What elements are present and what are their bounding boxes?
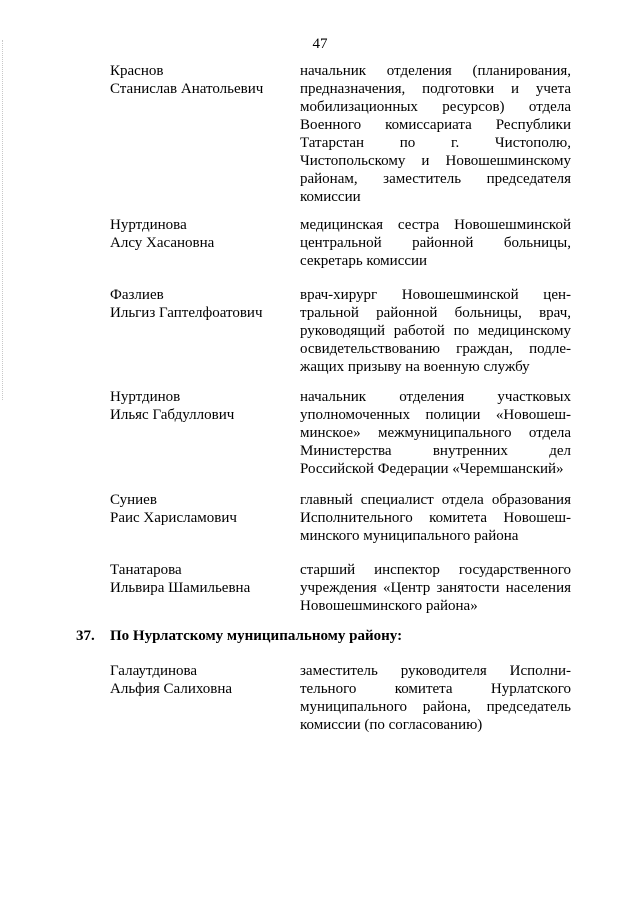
position-line: освидетельствованию граждан, подле- (300, 341, 571, 357)
position-line: начальник отделения (планирования, (300, 63, 571, 79)
position-line: Военного комиссариата Республики (300, 117, 571, 133)
member-surname: Фазлиев (110, 287, 164, 303)
position-line: центральной районной больницы, (300, 235, 571, 251)
position-line: мобилизационных ресурсов) отдела (300, 99, 571, 115)
position-line: Чистопольскому и Новошешминскому (300, 153, 571, 169)
position-line: заместитель руководителя Исполни- (300, 663, 571, 679)
member-surname: Нуртдинова (110, 217, 187, 233)
member-position (300, 662, 571, 734)
member-given-names: Раис Харисламович (110, 510, 237, 526)
position-line: секретарь комиссии (300, 253, 428, 269)
position-line: районам, заместитель председателя (300, 171, 571, 187)
member-surname: Краснов (110, 63, 164, 79)
member-name (110, 388, 290, 424)
member-position (300, 216, 571, 270)
position-line: врач-хирург Новошешминской цен- (300, 287, 571, 303)
position-line: главный специалист отдела образования (300, 492, 571, 508)
position-line: тральной районной больницы, врач, (300, 305, 571, 321)
member-given-names: Альфия Салиховна (110, 681, 233, 697)
member-position (300, 388, 571, 478)
position-line: Татарстан по г. Чистополю, (300, 135, 571, 151)
member-name (110, 662, 290, 698)
member-surname: Танатарова (110, 562, 182, 578)
position-line: комиссии (по согласованию) (300, 717, 483, 733)
member-name (110, 216, 290, 252)
member-given-names: Ильгиз Гаптелфоатович (110, 305, 263, 321)
page-edge-mark (2, 40, 4, 400)
position-line: комиссии (300, 189, 361, 205)
position-line: медицинская сестра Новошешминской (300, 217, 571, 233)
member-given-names: Ильвира Шамильевна (110, 580, 251, 596)
member-position (300, 561, 571, 615)
member-name (110, 491, 290, 527)
position-line: Российской Федерации «Черемшанский» (300, 461, 564, 477)
member-given-names: Алсу Хасановна (110, 235, 215, 251)
position-line: жащих призыву на военную службу (300, 359, 530, 375)
page-number: 47 (312, 36, 328, 52)
member-name (110, 62, 290, 98)
position-line: начальник отделения участковых (300, 389, 571, 405)
position-line: минского муниципального района (300, 528, 519, 544)
section-number: 37. (76, 628, 95, 644)
position-line: старший инспектор государственного (300, 562, 571, 578)
position-line: уполномоченных полиции «Новошеш- (300, 407, 571, 423)
position-line: тельного комитета Нурлатского (300, 681, 571, 697)
position-line: Исполнительного комитета Новошеш- (300, 510, 571, 526)
member-position (300, 286, 571, 376)
member-position (300, 491, 571, 545)
member-surname: Нуртдинов (110, 389, 181, 405)
position-line: муниципального района, председатель (300, 699, 571, 715)
member-name (110, 286, 290, 322)
section-title: По Нурлатскому муниципальному району: (110, 628, 403, 644)
member-surname: Галаутдинова (110, 663, 198, 679)
position-line: минское» межмуниципального отдела (300, 425, 571, 441)
member-name (110, 561, 290, 597)
position-line: Новошешминского района» (300, 598, 478, 614)
member-given-names: Ильяс Габдуллович (110, 407, 235, 423)
position-line: предназначения, подготовки и учета (300, 81, 571, 97)
member-given-names: Станислав Анатольевич (110, 81, 264, 97)
member-surname: Суниев (110, 492, 157, 508)
member-position (300, 62, 571, 206)
position-line: учреждения «Центр занятости населения (300, 580, 571, 596)
position-line: руководящий работой по медицинскому (300, 323, 571, 339)
position-line: Министерства внутренних дел (300, 443, 571, 459)
